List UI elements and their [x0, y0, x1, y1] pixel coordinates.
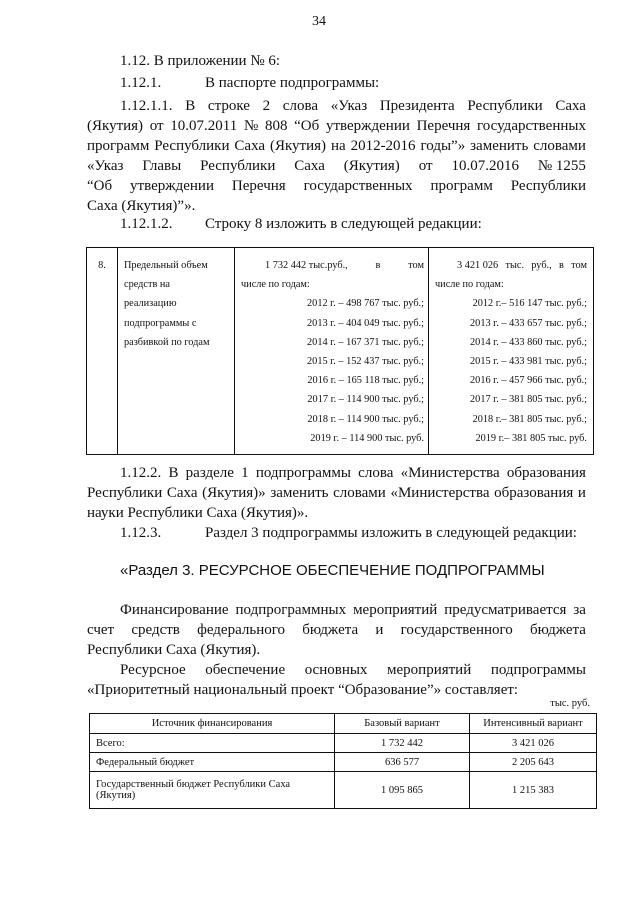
word: подпрограммы	[255, 465, 351, 481]
word: (Якутия)	[269, 138, 327, 154]
word: разделе	[185, 465, 234, 481]
cell-source-line: Государственный бюджет Республики Саха	[96, 779, 291, 790]
word: строке	[207, 98, 250, 114]
word: мероприятий	[387, 662, 472, 678]
word: за	[573, 602, 586, 618]
para-1-12-1-2-num: 1.12.1.2.	[120, 216, 173, 232]
word: Главы	[142, 158, 182, 174]
word: Республики	[510, 178, 586, 194]
word: №	[243, 118, 259, 134]
word: Республики	[87, 485, 163, 501]
para-resources-last: «Приоритетный национальный проект “Образование”» составляет:	[87, 682, 519, 698]
para-1-12-1-1-line-5	[87, 176, 586, 196]
table-row	[87, 248, 594, 455]
word: от	[149, 118, 164, 134]
word: в	[558, 260, 564, 271]
word: 1 732 442 тыс.руб.,	[265, 260, 348, 271]
para-1-12: 1.12. В приложении № 6:	[120, 53, 281, 69]
word: Ресурсное	[120, 662, 186, 678]
base-first-line	[241, 256, 424, 275]
para-1-12-1-num: 1.12.1.	[120, 75, 162, 91]
word: “Об	[294, 118, 320, 134]
cell-base: 1 732 442	[335, 734, 470, 753]
word: тыс.	[505, 260, 525, 271]
para-financing-line-2	[87, 620, 586, 640]
word: Президента	[379, 98, 455, 114]
para-1-12-3-num: 1.12.3.	[120, 525, 162, 541]
word: Финансирование	[120, 602, 229, 618]
word: Саха	[166, 485, 198, 501]
row-label-cell	[118, 248, 235, 455]
int-year: 2013 г. – 433 657 тыс. руб.;	[470, 317, 587, 329]
word: мероприятий	[353, 602, 438, 618]
base-year: 2016 г. – 165 118 тыс. руб.;	[307, 375, 424, 387]
word: 1.12.1.1.	[120, 98, 173, 114]
word: бюджета	[530, 622, 586, 638]
word: бюджета	[302, 622, 359, 638]
word: В	[168, 465, 179, 481]
word: 1.12.2.	[120, 465, 162, 481]
para-1-12-1-text: В паспорте подпрограммы:	[205, 75, 380, 91]
word: образования	[506, 465, 586, 481]
word: федерального	[197, 622, 285, 638]
cell-base: 636 577	[335, 753, 470, 772]
word: и	[577, 485, 586, 501]
cell-source-line: (Якутия)	[96, 790, 136, 801]
word: образования	[494, 485, 574, 501]
para-financing-line-1	[120, 600, 586, 620]
word: на	[330, 138, 346, 154]
word: государственных	[477, 118, 586, 134]
word: программ	[430, 178, 493, 194]
row-number: 8.	[98, 260, 106, 271]
word: государственного	[400, 622, 513, 638]
word: 10.07.2011	[170, 118, 238, 134]
word: и	[375, 622, 384, 638]
para-1-12-1-1-line-2	[87, 116, 586, 136]
word: 10.07.2016	[451, 158, 519, 174]
table-header-row	[90, 714, 597, 734]
cell-source	[90, 772, 335, 809]
word: Республики	[467, 98, 543, 114]
table-row	[90, 734, 597, 753]
word: средств	[131, 622, 180, 638]
base-year: 2012 г. – 498 767 тыс. руб.;	[307, 298, 424, 310]
word: Перечня	[416, 118, 471, 134]
para-1-12-2-last: науки Республики Саха (Якутия)».	[87, 505, 309, 521]
base-year: 2014 г. – 167 371 тыс. руб.;	[307, 336, 424, 348]
word: Саха	[555, 98, 586, 114]
word: в	[375, 260, 381, 271]
label-line: реализацию	[124, 298, 177, 310]
header-base: Базовый вариант	[335, 714, 470, 734]
word: слова	[282, 98, 318, 114]
int-year: 2017 г. – 381 805 тыс. руб.;	[470, 394, 587, 406]
word: Саха	[234, 138, 266, 154]
word: Республики	[200, 158, 276, 174]
word: (Якутия)	[87, 118, 144, 134]
base-year: 2019 г. – 114 900 тыс. руб.	[310, 432, 424, 444]
header-intensive: Интенсивный вариант	[470, 714, 597, 734]
base-year: 2018 г. – 114 900 тыс. руб.;	[307, 413, 424, 425]
label-line: разбивкой по годам	[124, 336, 210, 348]
int-year: 2019 г.– 381 805 тыс. руб.	[475, 432, 587, 444]
word: руб.,	[531, 260, 552, 271]
word: подпрограммы	[490, 662, 586, 678]
para-resources-line-1	[120, 660, 586, 680]
int-year: 2016 г. – 457 966 тыс. руб.;	[470, 375, 587, 387]
label-line: Предельный объем	[124, 260, 208, 271]
word: том	[571, 260, 587, 271]
word: Перечня	[231, 178, 286, 194]
word: утверждении	[130, 178, 214, 194]
para-1-12-1-2-text: Строку 8 изложить в следующей редакции:	[205, 216, 482, 232]
cell-intensive: 1 215 383	[470, 772, 597, 809]
word: «Министерства	[390, 485, 490, 501]
word: “Об	[87, 178, 113, 194]
word: «Министерства	[400, 465, 500, 481]
word: программ	[87, 138, 150, 154]
para-1-12-2-line-1	[120, 463, 586, 483]
cell-intensive: 3 421 026	[470, 734, 597, 753]
word: обеспечение	[205, 662, 286, 678]
intensive-variant-cell	[429, 248, 594, 455]
word: годы”»	[420, 138, 466, 154]
word: основных	[304, 662, 368, 678]
cell-source: Федеральный бюджет	[90, 753, 335, 772]
int-year: 2018 г.– 381 805 тыс. руб.;	[472, 413, 587, 425]
int-second-line: числе по годам:	[435, 279, 504, 291]
int-first-line	[435, 256, 587, 275]
label-line: средств на	[124, 279, 170, 291]
word: 808	[264, 118, 288, 134]
word: 3 421 026	[457, 260, 499, 271]
word: 2012-2016	[350, 138, 416, 154]
word: «Указ	[330, 98, 368, 114]
section-heading: «Раздел 3. РЕСУРСНОЕ ОБЕСПЕЧЕНИЕ ПОДПРОГРАММЫ	[120, 562, 545, 579]
page-number: 34	[312, 14, 326, 29]
units-label: тыс. руб.	[550, 698, 590, 709]
word: предусматривается	[444, 602, 567, 618]
label-line: подпрограммы с	[124, 317, 197, 329]
row-number-cell	[87, 248, 118, 455]
word: «Указ	[87, 158, 124, 174]
word: № 1255	[537, 158, 586, 174]
int-year: 2014 г. – 433 860 тыс. руб.;	[470, 336, 587, 348]
int-year: 2015 г. – 433 981 тыс. руб.;	[470, 355, 587, 367]
row-8-table	[86, 247, 594, 455]
para-1-12-3-text: Раздел 3 подпрограммы изложить в следующей редакции:	[205, 525, 577, 541]
word: словами	[533, 138, 586, 154]
word: от	[418, 158, 433, 174]
cell-source: Всего:	[90, 734, 335, 753]
word: В	[185, 98, 196, 114]
word: (Якутия)»	[202, 485, 266, 501]
base-year: 2013 г. – 404 049 тыс. руб.;	[307, 317, 424, 329]
para-1-12-1-1-last: Саха (Якутия)”».	[87, 198, 196, 214]
para-1-12-2-line-2	[87, 483, 586, 503]
word: утверждении	[325, 118, 410, 134]
table-row	[90, 772, 597, 809]
cell-intensive: 2 205 643	[470, 753, 597, 772]
word: заменить	[270, 485, 329, 501]
word: заменить	[470, 138, 529, 154]
word: слова	[358, 465, 394, 481]
base-year: 2017 г. – 114 900 тыс. руб.;	[307, 394, 424, 406]
word: Республики	[154, 138, 230, 154]
para-financing-last: Республики Саха (Якутия).	[87, 642, 261, 658]
financing-table	[89, 713, 597, 809]
int-year: 2012 г.– 516 147 тыс. руб.;	[472, 298, 587, 310]
base-second-line: числе по годам:	[241, 279, 310, 291]
base-variant-cell	[235, 248, 429, 455]
para-1-12-1-1-line-3	[87, 136, 586, 156]
word: словами	[333, 485, 386, 501]
word: том	[408, 260, 424, 271]
word: подпрограммных	[235, 602, 347, 618]
header-source: Источник финансирования	[90, 714, 335, 734]
word: 2	[262, 98, 271, 114]
word: Саха	[294, 158, 325, 174]
cell-base: 1 095 865	[335, 772, 470, 809]
para-1-12-1-1-line-1	[120, 96, 586, 116]
word: государственных	[303, 178, 413, 194]
word: счет	[87, 622, 115, 638]
para-1-12-1-1-line-4	[87, 156, 586, 176]
base-year: 2015 г. – 152 437 тыс. руб.;	[307, 355, 424, 367]
word: 1	[241, 465, 249, 481]
word: (Якутия)	[343, 158, 400, 174]
table-row	[90, 753, 597, 772]
